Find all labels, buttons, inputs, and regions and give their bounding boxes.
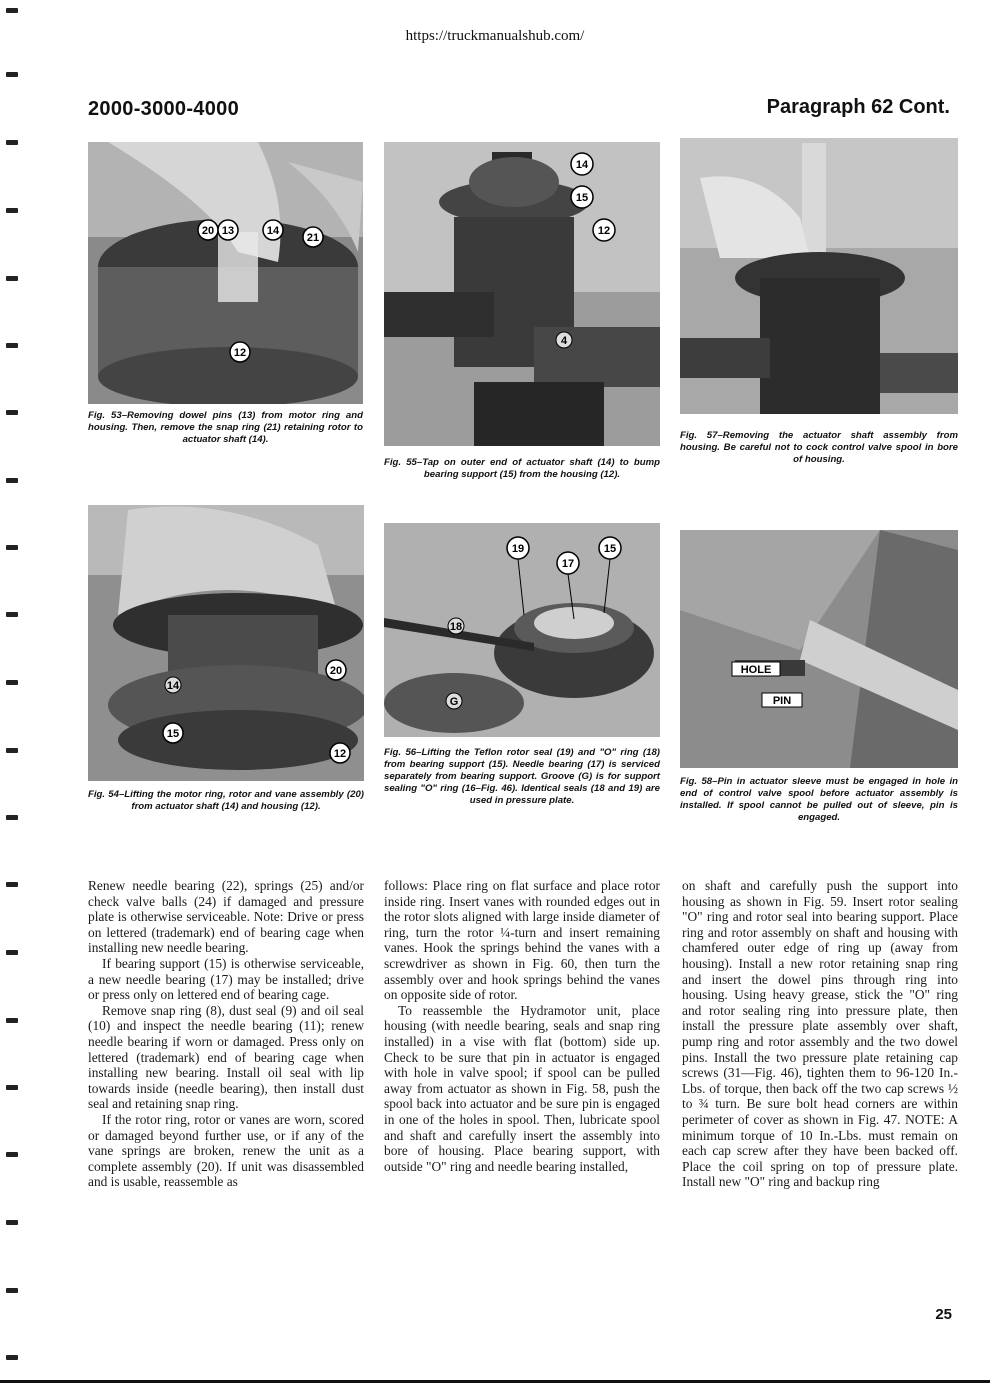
fig55-caption: Fig. 55–Tap on outer end of actuator shaft (14) to bump bearing support (15) from the housing (12).	[384, 457, 660, 480]
fig53-callout: 20	[201, 225, 215, 237]
body-column-2	[384, 878, 660, 1174]
fig53-callout: 13	[221, 225, 235, 237]
fig57-photo	[680, 138, 958, 414]
fig54-callout: 14	[166, 680, 180, 692]
paragraph: Renew needle bearing (22), springs (25) and/or check valve balls (24) if damaged and pressure plate is otherwise serviceable. Note: Drive or press on lettered (trademark) end of bearing cage when installing new needle bearing.	[88, 878, 364, 956]
fig58-callout: HOLE	[740, 664, 772, 676]
paragraph: Remove snap ring (8), dust seal (9) and oil seal (10) and inspect the needle bearing (11); renew needle bearing if worn or damaged. Press only on lettered (trademark) end of bearing cage when installing new bearing. Install oil seal with lip towards inside (needle bearing), then install dust seal and retaining snap ring.	[88, 1002, 364, 1112]
fig55-callout: 12	[597, 225, 611, 237]
bottom-rule	[0, 1380, 990, 1383]
fig53-photo	[88, 142, 363, 404]
fig54-callout: 20	[329, 665, 343, 677]
page-number: 25	[935, 1306, 952, 1323]
fig58-callout: PIN	[772, 695, 792, 707]
fig56-callout: 19	[511, 543, 525, 555]
paragraph: To reassemble the Hydramotor unit, place housing (with needle bearing, seals and snap ring installed) in a vise with flat (bottom) side up. Check to be sure that pin in actuator is engaged with hole in valve spool; if spool can be pulled away from actuator as shown in Fig. 58, push the spool back into actuator and be sure pin is engaged in one of the holes in spool. Then, lubricate spool and shaft and carefully insert the assembly into bore of housing. Place bearing support, with outside "O" ring and needle bearing installed,	[384, 1002, 660, 1174]
fig57-caption: Fig. 57–Removing the actuator shaft assembly from housing. Be careful not to cock control valve spool in bore of housing.	[680, 430, 958, 465]
model-heading: 2000-3000-4000	[88, 98, 239, 120]
paragraph-heading: Paragraph 62 Cont.	[766, 96, 950, 118]
paragraph: If the rotor ring, rotor or vanes are worn, scored or damaged beyond further use, or if any of the vane springs are broken, renew the unit as a complete assembly (20). If unit was disassembled and is usable, reassemble as	[88, 1111, 364, 1190]
source-url: https://truckmanualshub.com/	[405, 28, 585, 44]
fig54-caption: Fig. 54–Lifting the motor ring, rotor and vane assembly (20) from actuator shaft (14) and housing (12).	[88, 789, 364, 812]
fig53-callout: 14	[266, 225, 280, 237]
fig55-callout: 15	[575, 192, 589, 204]
fig56-photo	[384, 523, 660, 737]
fig56-callout: G	[449, 696, 459, 708]
fig56-callout: 18	[449, 621, 463, 633]
fig53-callout: 21	[306, 232, 320, 244]
paragraph: on shaft and carefully push the support into housing as shown in Fig. 59. Insert rotor sealing "O" ring and rotor seal into bearing support. Place ring and rotor assembly on shaft and housing with chamfered outer edge of ring up (away from housing). Install a new rotor retaining snap ring and insert the dowel pins through ring into housing. Using heavy grease, stick the "O" ring and rotor sealing ring into pressure plate, then install the pressure plate assembly over shaft, pump ring and rotor assembly and the two dowel pins. Install the two pressure plate retaining cap screws (31—Fig. 46), tighten them to 96-120 In.-Lbs. of torque, then back off the two cap screws ½ to ¾ turn. Be sure bolt head corners are within perimeter of cover as shown in Fig. 47. NOTE: A minimum torque of 10 In.-Lbs. must remain on each cap screw after they have been backed off. Place the coil spring on top of pressure plate. Install new "O" ring and backup ring	[682, 878, 958, 1190]
fig55-photo	[384, 142, 660, 446]
fig56-callout: 15	[603, 543, 617, 555]
body-column-3	[682, 878, 958, 1190]
fig55-callout: 4	[560, 335, 568, 347]
paragraph: If bearing support (15) is otherwise serviceable, a new needle bearing (17) may be installed; drive or press only on lettered end of bearing cage.	[88, 955, 364, 1003]
fig58-caption: Fig. 58–Pin in actuator sleeve must be engaged in hole in end of control valve spool before actuator assembly is installed. If spool cannot be pulled out of sleeve, pin is engaged.	[680, 776, 958, 823]
fig53-callout: 12	[233, 347, 247, 359]
fig56-callout: 17	[561, 558, 575, 570]
fig54-callout: 12	[333, 748, 347, 760]
fig55-callout: 14	[575, 159, 589, 171]
body-column-1	[88, 878, 364, 1190]
fig53-caption: Fig. 53–Removing dowel pins (13) from motor ring and housing. Then, remove the snap ring (21) retaining rotor to actuator shaft (14).	[88, 410, 363, 445]
fig54-callout: 15	[166, 728, 180, 740]
fig56-caption: Fig. 56–Lifting the Teflon rotor seal (19) and "O" ring (18) from bearing support (15). Needle bearing (17) is serviced separately from bearing support. Groove (G) is for support sealing "O" ring (16–Fig. 46). Identical seals (18 and 19) are used in pressure plate.	[384, 747, 660, 806]
fig58-photo	[680, 530, 958, 768]
paragraph: follows: Place ring on flat surface and place rotor inside ring. Insert vanes with rounded edges out in the rotor slots aligned with large inside diameter of ring, turn the rotor ¼-turn and insert remaining vanes. Hook the springs behind the vanes with a screwdriver as shown in Fig. 60, then turn the assembly over and hook springs behind the vanes on opposite side of rotor.	[384, 878, 660, 1003]
fig54-photo	[88, 505, 364, 781]
